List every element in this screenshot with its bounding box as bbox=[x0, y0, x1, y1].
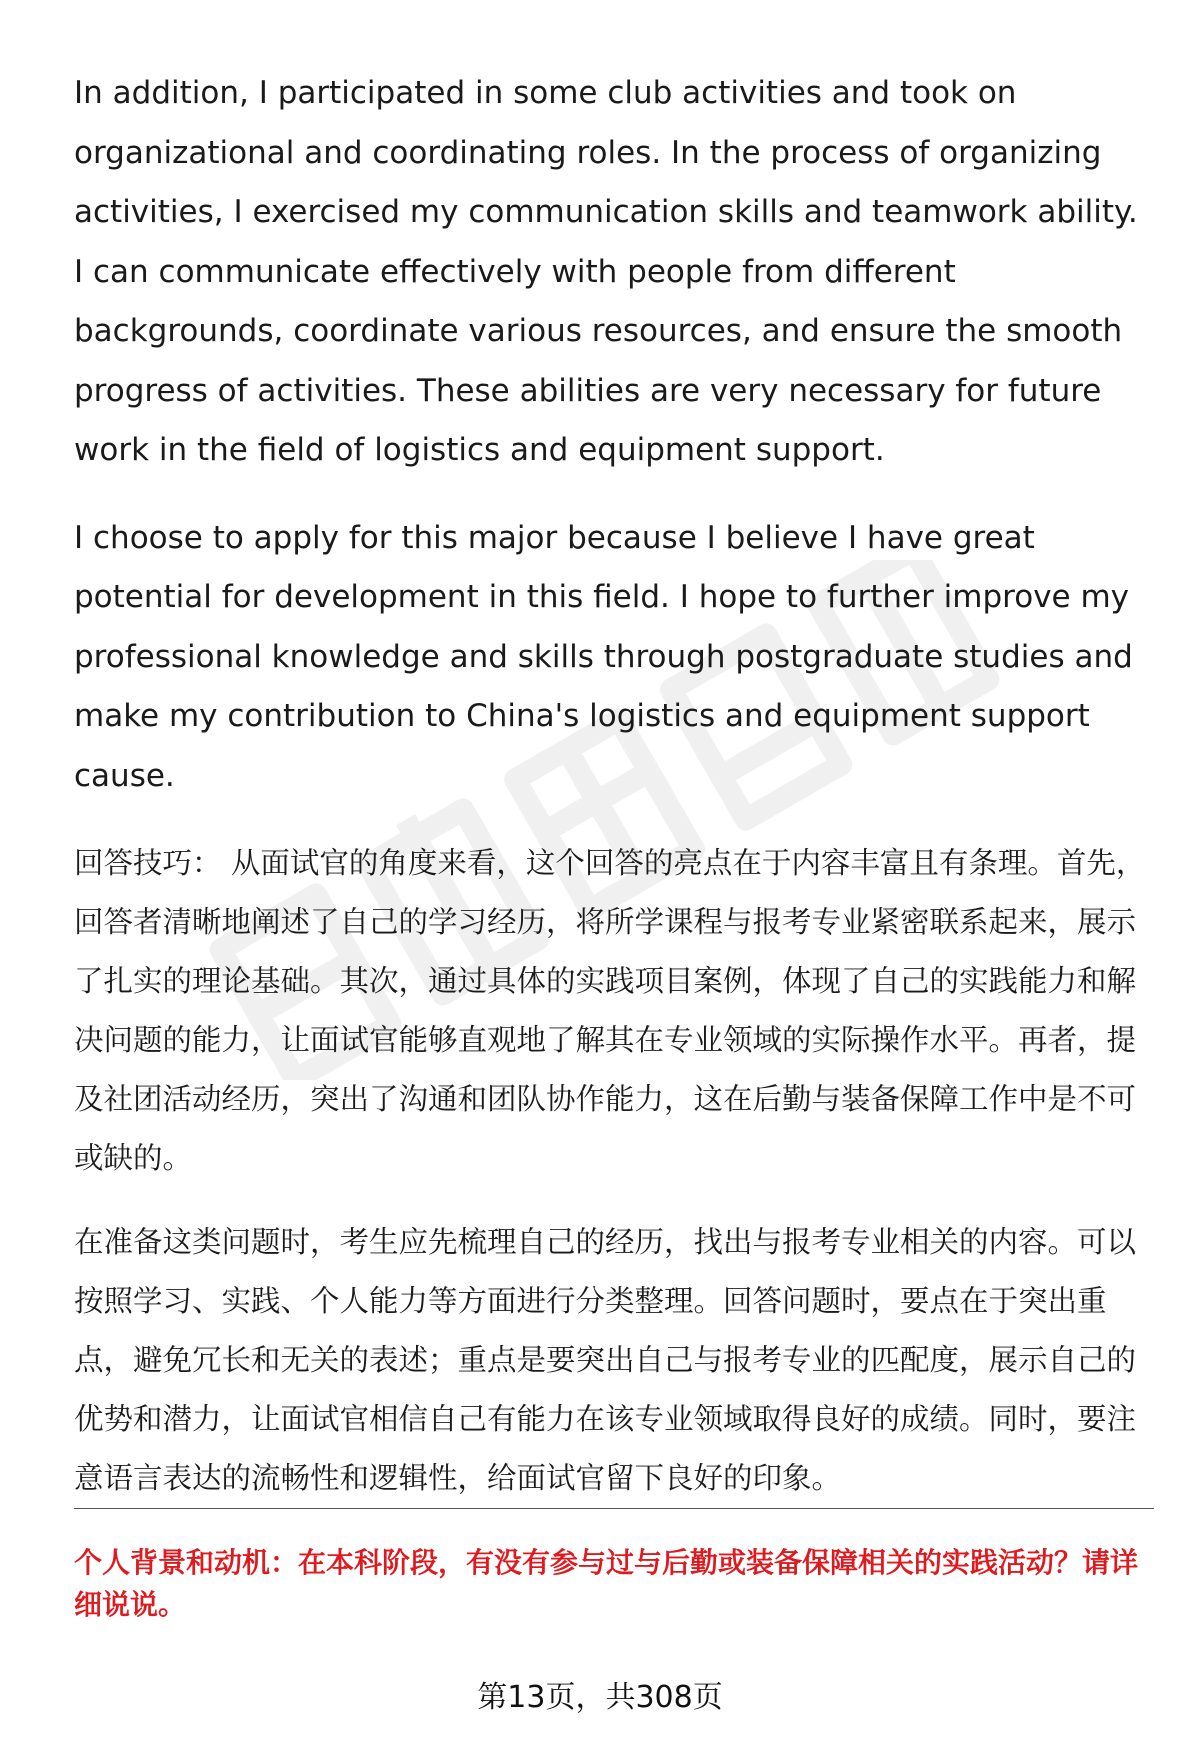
paragraph-motivation: I choose to apply for this major because I believe I have great potential for development in this field. I hope to further improve my professional knowledge and skills through postgraduate studies and make my contribution to China's logistics and equipment support cause. bbox=[74, 519, 1133, 794]
section-divider bbox=[74, 1508, 1154, 1509]
paragraph-answer-tips: 回答技巧： 从面试官的角度来看，这个回答的亮点在于内容丰富且有条理。首先，回答者清晰地阐述了自己的学习经历，将所学课程与报考专业紧密联系起来，展示了扎实的理论基础。其次，通过具体的实践项目案例，体现了自己的实践能力和解决问题的能力，让面试官能够直观地了解其在专业领域的实际操作水平。再者，提及社团活动经历，突出了沟通和团队协作能力，这在后勤与装备保障工作中是不可或缺的。 bbox=[74, 846, 1146, 1175]
page-number-footer: 第13页，共308页 bbox=[477, 1680, 723, 1715]
paragraph-preparation-advice: 在准备这类问题时，考生应先梳理自己的经历，找出与报考专业相关的内容。可以按照学习、实践、个人能力等方面进行分类整理。回答问题时，要点在于突出重点，避免冗长和无关的表述；重点是要突出自己与报考专业的匹配度，展示自己的优势和潜力，让面试官相信自己有能力在该专业领域取得良好的成绩。同时，要注意语言表达的流畅性和逻辑性，给面试官留下良好的印象。 bbox=[74, 1225, 1137, 1495]
paragraph-club-activities: In addition, I participated in some club activities and took on organizational and coordinating roles. In the process of organizing activities, I exercised my communication skills and teamwork ability. I can communicate effectively with people from different backgrounds, coordinate various resources, and ensure the smooth progress of activities. These abilities are very necessary for future work in the field of logistics and equipment support. bbox=[74, 75, 1138, 468]
document-body bbox=[74, 64, 1154, 1533]
next-question-heading: 个人背景和动机：在本科阶段，有没有参与过与后勤或装备保障相关的实践活动？请详细说说。 bbox=[74, 1546, 1139, 1621]
